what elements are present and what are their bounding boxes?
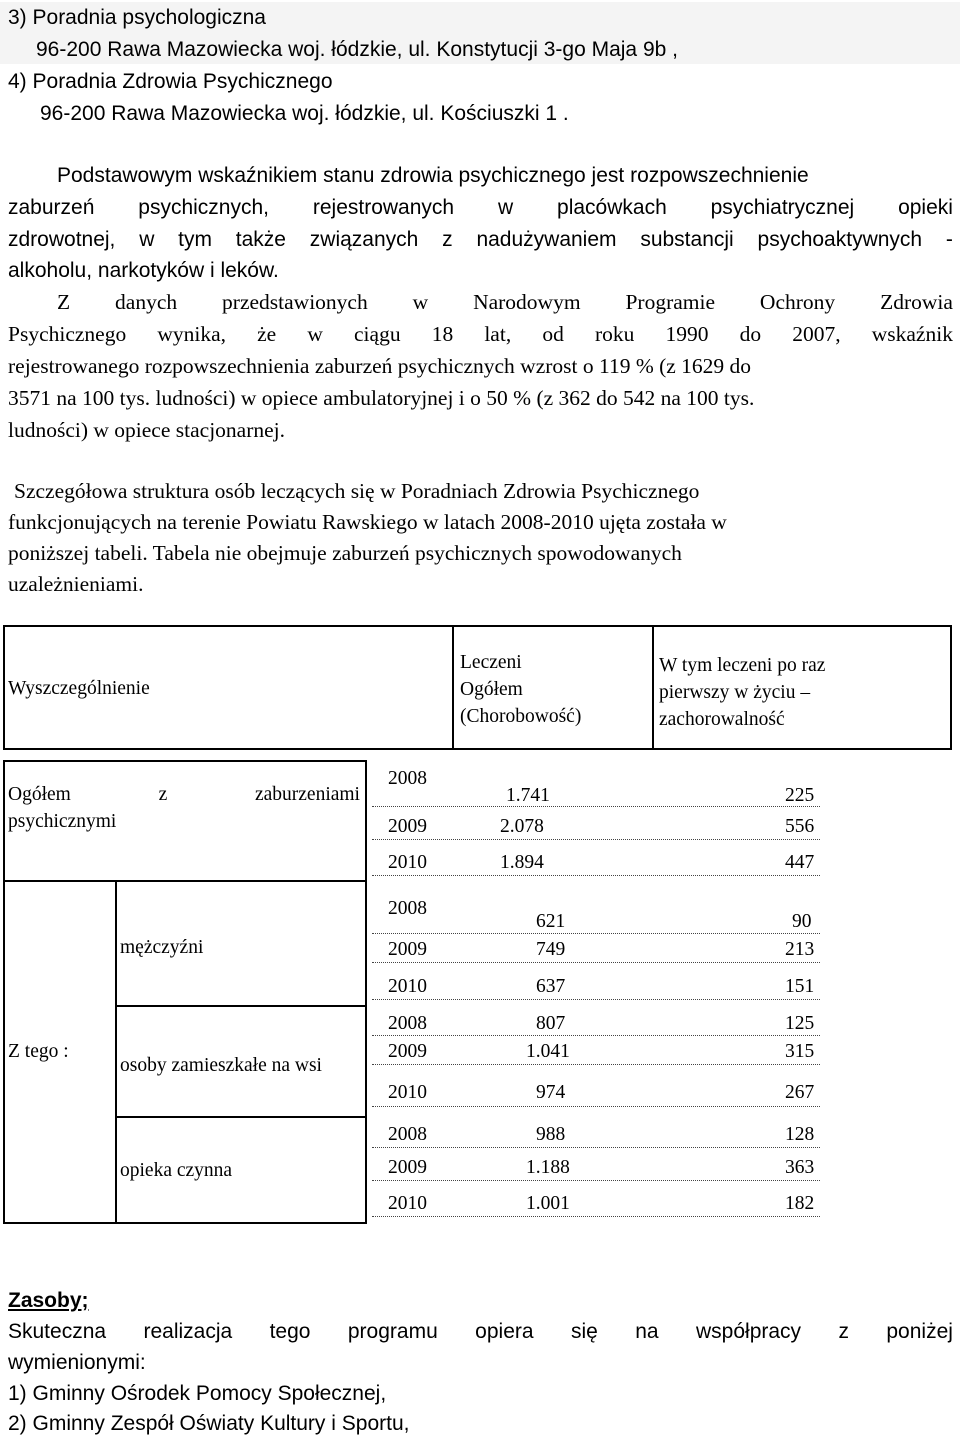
para1-line4: alkoholu, narkotyków i leków. <box>8 259 279 282</box>
table-header-left <box>3 625 5 750</box>
total-label-cont: psychicznymi <box>8 811 117 832</box>
first-cell: 128 <box>785 1124 815 1145</box>
first-cell: 447 <box>785 852 815 873</box>
row-dotted-line <box>372 839 820 840</box>
total-cell: 621 <box>536 911 566 932</box>
resources-heading: Zasoby; <box>8 1289 89 1312</box>
header-pierwszy: pierwszy w życiu – <box>659 682 811 703</box>
para2-line1: Z danych przedstawionych w Narodowym Programie Ochrony Zdrowia <box>57 290 953 314</box>
header-leczeni: Leczeni <box>460 652 522 673</box>
year-cell: 2008 <box>388 898 427 919</box>
para1-line3: zdrowotnej, w tym także związanych z nadużywaniem substancji psychoaktywnych - <box>8 228 953 251</box>
first-cell: 267 <box>785 1082 815 1103</box>
resources-item-2: 2) Gminny Zespół Oświaty Kultury i Sportu, <box>8 1412 410 1435</box>
row-dotted-line <box>372 1106 820 1107</box>
body-bottom-border <box>3 1222 367 1224</box>
para3-line1: Szczegółowa struktura osób leczących się w Poradniach Zdrowia Psychicznego <box>14 479 700 503</box>
header-ogolem: Ogółem <box>460 679 523 700</box>
resources-line1: Skuteczna realizacja tego programu opiera się na współpracy z poniżej <box>8 1320 953 1343</box>
item-4-address: 96-200 Rawa Mazowiecka woj. łódzkie, ul. Kościuszki 1 . <box>40 102 569 125</box>
first-cell: 151 <box>785 976 815 997</box>
first-cell: 182 <box>785 1193 815 1214</box>
row-dotted-line <box>372 1147 820 1148</box>
rural-group-bottom <box>115 1116 367 1118</box>
first-cell: 125 <box>785 1013 815 1034</box>
first-cell: 556 <box>785 816 815 837</box>
year-cell: 2010 <box>388 1082 427 1103</box>
total-group-bottom <box>3 880 367 882</box>
row-dotted-line <box>372 1216 820 1217</box>
para3-line3: poniższej tabeli. Tabela nie obejmuje zaburzeń psychicznych spowodowanych <box>8 541 682 565</box>
total-cell: 974 <box>536 1082 566 1103</box>
year-cell: 2009 <box>388 939 427 960</box>
table-header-bottom <box>3 748 952 750</box>
body-top-border <box>3 760 367 762</box>
total-label: Ogółem z zaburzeniami <box>8 784 360 805</box>
para2-line5: ludności) w opiece stacjonarnej. <box>8 418 286 442</box>
row-dotted-line <box>372 999 820 1000</box>
year-cell: 2010 <box>388 1193 427 1214</box>
year-cell: 2010 <box>388 976 427 997</box>
para3-line4: uzależnieniami. <box>8 572 144 596</box>
item-4-title: 4) Poradnia Zdrowia Psychicznego <box>8 70 333 93</box>
total-cell: 807 <box>536 1013 566 1034</box>
year-cell: 2008 <box>388 768 427 789</box>
row-dotted-line <box>372 1064 820 1065</box>
body-label-divider <box>365 760 367 1224</box>
table-header-div1 <box>452 625 454 750</box>
year-cell: 2008 <box>388 1124 427 1145</box>
para2-line3: rejestrowanego rozpowszechnienia zaburzeń psychicznych wzrost o 119 % (z 1629 do <box>8 354 752 378</box>
year-cell: 2008 <box>388 1013 427 1034</box>
body-left-border <box>3 760 5 1224</box>
first-cell: 90 <box>792 911 812 932</box>
total-cell: 637 <box>536 976 566 997</box>
row-dotted-line <box>372 933 820 934</box>
para2-line4: 3571 na 100 tys. ludności) w opiece ambulatoryjnej i o 50 % (z 362 do 542 na 100 tys. <box>8 386 755 410</box>
z-tego-label: Z tego : <box>8 1041 69 1062</box>
total-cell: 2.078 <box>500 816 544 837</box>
first-cell: 315 <box>785 1041 815 1062</box>
para1-line2: zaburzeń psychicznych, rejestrowanych w placówkach psychiatrycznej opieki <box>8 196 953 219</box>
header-w-tym-leczeni: W tym leczeni po raz <box>659 655 826 676</box>
header-zachorowalnosc: zachorowalność <box>659 709 785 730</box>
group-label-rural: osoby zamieszkałe na wsi <box>120 1055 322 1076</box>
row-dotted-line <box>372 962 820 963</box>
para1-line1: Podstawowym wskaźnikiem stanu zdrowia psychicznego jest rozpowszechnienie <box>57 164 809 187</box>
year-cell: 2009 <box>388 1157 427 1178</box>
resources-item-1: 1) Gminny Ośrodek Pomocy Społecznej, <box>8 1382 387 1405</box>
group-label-active-care: opieka czynna <box>120 1160 233 1181</box>
year-cell: 2010 <box>388 852 427 873</box>
total-cell: 1.041 <box>526 1041 570 1062</box>
total-cell: 749 <box>536 939 566 960</box>
para3-line2: funkcjonujących na terenie Powiatu Rawskiego w latach 2008-2010 ujęta została w <box>8 510 727 534</box>
resources-line2: wymienionymi: <box>8 1351 146 1374</box>
table-header-right <box>950 625 952 750</box>
total-cell: 988 <box>536 1124 566 1145</box>
subgroup-divider <box>115 880 117 1224</box>
total-cell: 1.001 <box>526 1193 570 1214</box>
item-3-address: 96-200 Rawa Mazowiecka woj. łódzkie, ul. Konstytucji 3-go Maja 9b , <box>36 38 678 61</box>
year-cell: 2009 <box>388 1041 427 1062</box>
total-cell: 1.188 <box>526 1157 570 1178</box>
table-header-div2 <box>652 625 654 750</box>
first-cell: 213 <box>785 939 815 960</box>
total-cell: 1.894 <box>500 852 544 873</box>
first-cell: 225 <box>785 785 815 806</box>
header-chorobowosc: (Chorobowość) <box>460 706 582 727</box>
para2-line2: Psychicznego wynika, że w ciągu 18 lat, od roku 1990 do 2007, wskaźnik <box>8 322 953 346</box>
table-top-border <box>3 625 952 627</box>
row-dotted-line <box>372 1180 820 1181</box>
row-dotted-line <box>372 806 820 807</box>
row-dotted-line <box>372 1035 820 1036</box>
header-wyszczegolnienie: Wyszczególnienie <box>8 678 150 699</box>
total-cell: 1.741 <box>506 785 550 806</box>
first-cell: 363 <box>785 1157 815 1178</box>
group-label-men: mężczyźni <box>120 937 204 958</box>
item-3-title: 3) Poradnia psychologiczna <box>8 6 266 29</box>
row-dotted-line <box>372 875 820 876</box>
year-cell: 2009 <box>388 816 427 837</box>
men-group-bottom <box>115 1005 367 1007</box>
